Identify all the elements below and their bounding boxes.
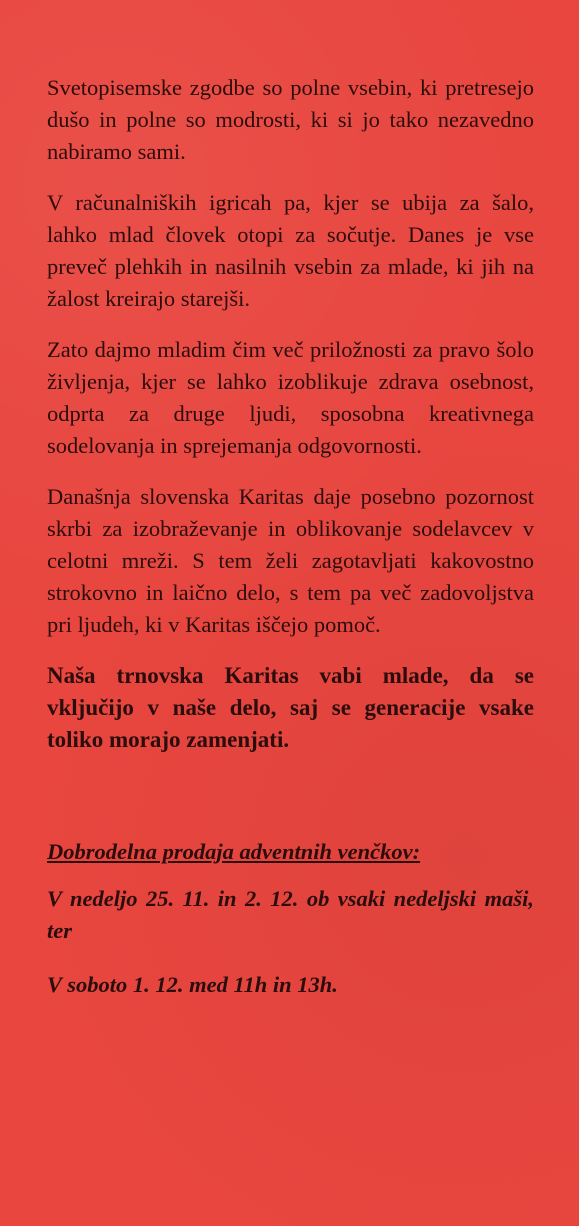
paragraph-bible-stories: Svetopisemske zgodbe so polne vsebin, ki pretresejo dušo in polne so modrosti, ki si jo tako nezavedno nabiramo sami. xyxy=(47,75,534,164)
charity-sale-heading: Dobrodelna prodaja adventnih venčkov: xyxy=(47,839,421,864)
paragraph-karitas-education: Današnja slovenska Karitas daje posebno pozornost skrbi za izobraževanje in oblikovanje sodelavcev v celotni mreži. S tem želi zagotavljati kakovostno strokovno in laično delo, s tem pa več zadovoljstva pri ljudeh, ki v Karitas iščejo pomoč. xyxy=(47,484,534,637)
invitation-text: Naša trnovska Karitas vabi mlade, da se vključijo v naše delo, saj se generacije vsake toliko morajo zamenjati. xyxy=(47,663,534,752)
charity-sale-section xyxy=(47,836,534,1001)
paragraph-school-of-life: Zato dajmo mladim čim več priložnosti za pravo šolo življenja, kjer se lahko izoblikuje zdrava osebnost, odprta za druge ljudi, sposobna kreativnega sodelovanja in sprejemanja odgovornosti. xyxy=(47,337,534,458)
sale-sunday-dates: V nedeljo 25. 11. in 2. 12. ob vsaki nedeljski maši, ter xyxy=(47,886,534,943)
sale-saturday-date: V soboto 1. 12. med 11h in 13h. xyxy=(47,972,338,997)
paragraph-computer-games: V računalniških igricah pa, kjer se ubija za šalo, lahko mlad človek otopi za sočutje. Danes je vse preveč plehkih in nasilnih vsebin za mlade, ki jih na žalost kreirajo starejši. xyxy=(47,190,534,311)
